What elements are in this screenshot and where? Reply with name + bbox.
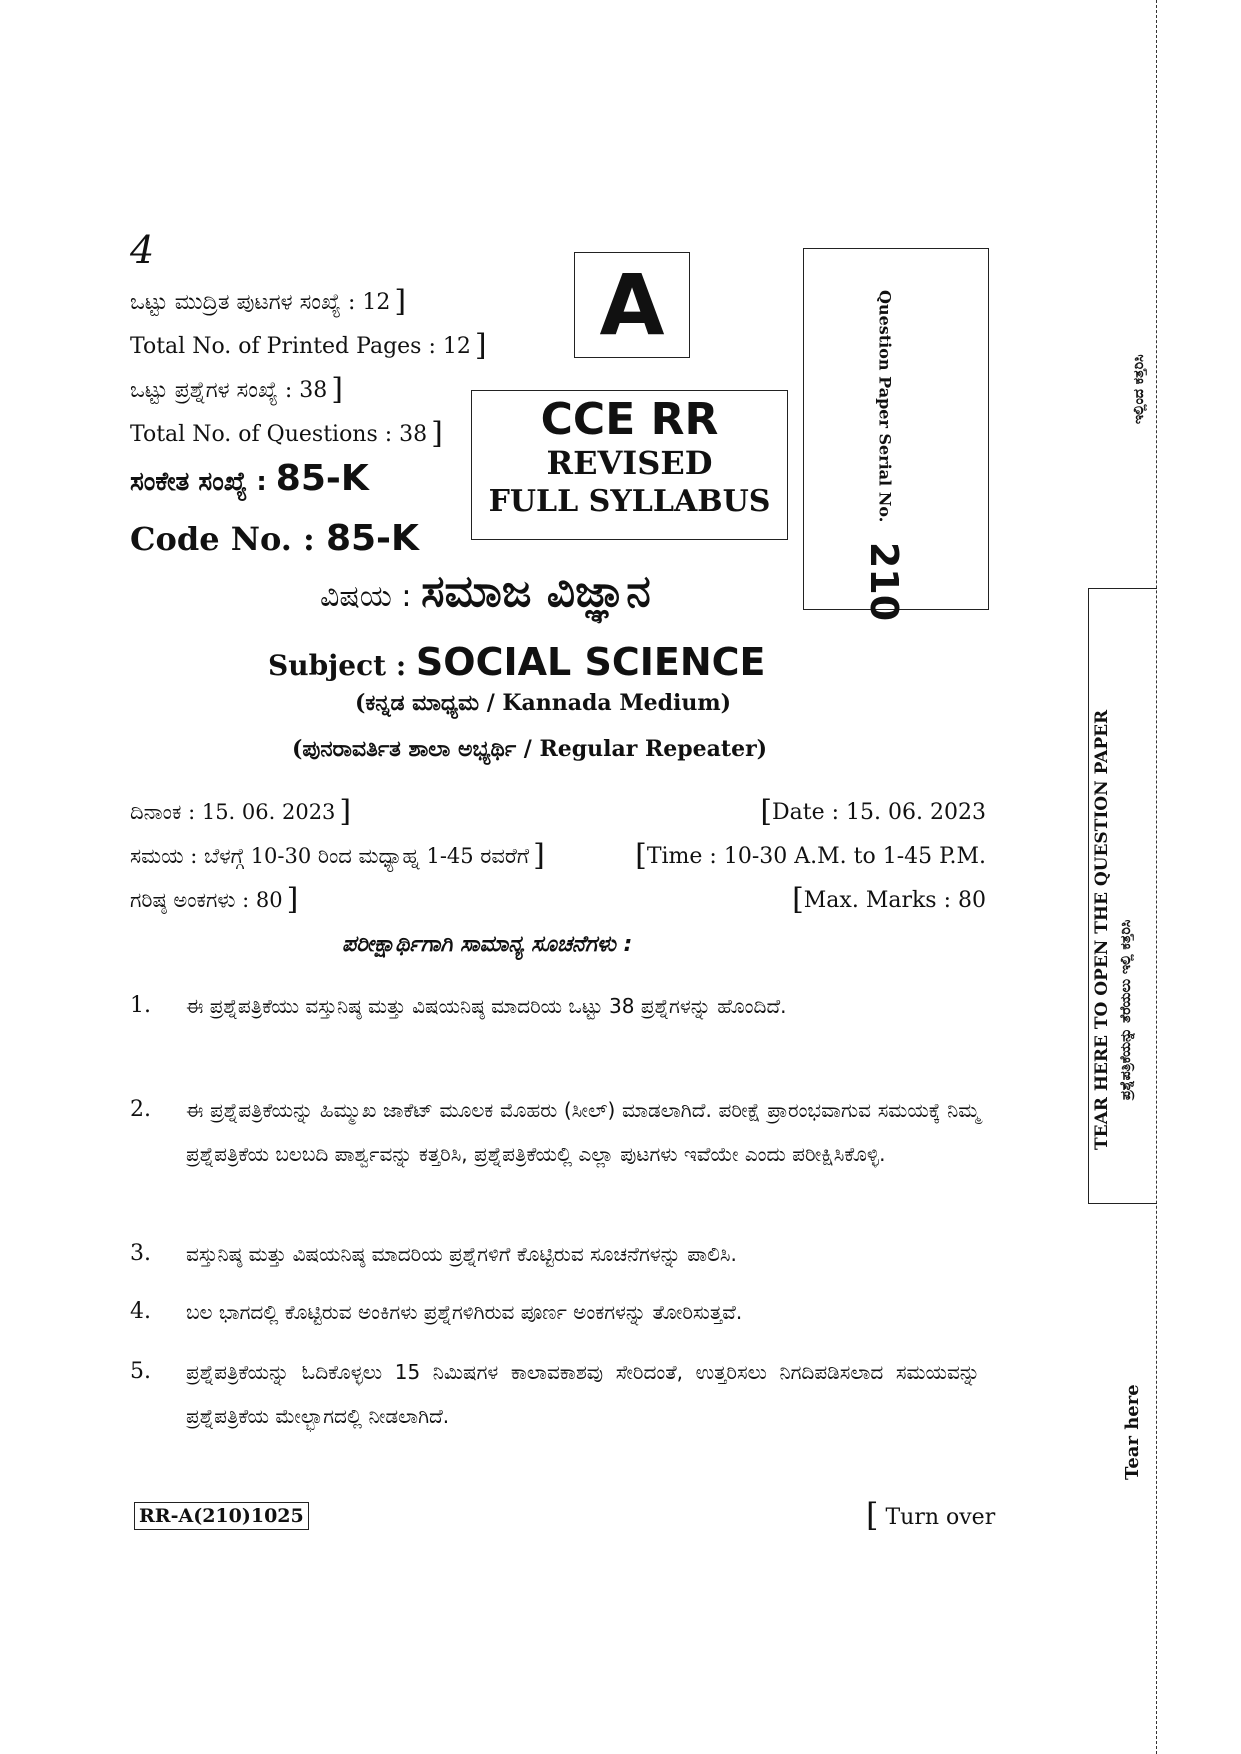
code-value-kannada: 85-K bbox=[275, 458, 369, 499]
time-english-text: Time : 10-30 A.M. to 1-45 P.M. bbox=[646, 844, 986, 869]
date-english bbox=[756, 794, 986, 829]
page-number: 4 bbox=[130, 228, 155, 272]
max-marks-kannada bbox=[130, 882, 298, 917]
questions-count-kannada bbox=[130, 372, 343, 407]
exam-title: CCE RR bbox=[540, 394, 719, 445]
questions-count-english-text: Total No. of Questions : 38 bbox=[130, 422, 428, 447]
printed-pages-kannada bbox=[130, 284, 406, 319]
instruction-item bbox=[130, 1290, 980, 1334]
serial-number-label: Question Paper Serial No. bbox=[875, 290, 895, 523]
instruction-text: ಈ ಪ್ರಶ್ನೆಪತ್ರಿಕೆಯನ್ನು ಹಿಮ್ಮುಖ ಜಾಕೆಟ್ ಮೂಲಕ ಮೊಹರು (ಸೀಲ್) ಮಾಡಲಾಗಿದೆ. ಪರೀಕ್ಷೆ ಪ್ರಾರಂಭವಾಗುವ ಸಮಯಕ್ಕೆ ನಿಮ್ಮ ಪ್ರಶ್ನೆಪತ್ರಿಕೆಯ ಬಲಬದಿ ಪಾರ್ಶ್ವವನ್ನು ಕತ್ತರಿಸಿ, ಪ್ರಶ್ನೆಪತ್ರಿಕೆಯಲ್ಲಿ ಎಲ್ಲಾ ಪುಟಗಳು ಇವೆಯೇ ಎಂದು ಪರೀಕ್ಷಿಸಿಕೊಳ್ಳಿ. bbox=[186, 1098, 980, 1166]
bracket: [ bbox=[866, 1496, 879, 1534]
instruction-number: 5. bbox=[130, 1359, 151, 1384]
instruction-number: 4. bbox=[130, 1299, 151, 1324]
subject-kannada bbox=[320, 566, 651, 617]
bracket: ] bbox=[286, 882, 299, 917]
subject-label-english: Subject : bbox=[268, 649, 407, 682]
printed-pages-english bbox=[130, 328, 487, 363]
code-value-english: 85-K bbox=[325, 518, 419, 559]
bracket: ] bbox=[431, 416, 443, 451]
cut-here-kannada: ಇಲ್ಲಿಂದ ಕತ್ತರಿಸಿ bbox=[1131, 354, 1147, 424]
candidate-type: (ಪುನರಾವರ್ತಿತ ಶಾಲಾ ಅಭ್ಯರ್ಥಿ / Regular Repeater) bbox=[292, 736, 768, 762]
instruction-item bbox=[130, 1088, 980, 1176]
bracket: ] bbox=[394, 284, 407, 319]
time-english bbox=[631, 838, 986, 873]
date-english-text: Date : 15. 06. 2023 bbox=[772, 800, 986, 825]
footer-paper-code: RR-A(210)1025 bbox=[134, 1502, 309, 1530]
bracket: [ bbox=[760, 794, 773, 829]
printed-pages-kannada-text: ಒಟ್ಟು ಮುದ್ರಿತ ಪುಟಗಳ ಸಂಖ್ಯೆ : 12 bbox=[130, 290, 391, 315]
tear-here-label: Tear here bbox=[1122, 1384, 1143, 1480]
instruction-item bbox=[130, 984, 980, 1028]
exam-type-box bbox=[471, 390, 788, 540]
medium: (ಕನ್ನಡ ಮಾಧ್ಯಮ / Kannada Medium) bbox=[355, 690, 732, 716]
date-kannada-text: ದಿನಾಂಕ : 15. 06. 2023 bbox=[130, 800, 336, 824]
bracket: ] bbox=[339, 794, 352, 829]
subject-name-english: SOCIAL SCIENCE bbox=[415, 640, 766, 684]
exam-revised: REVISED bbox=[546, 444, 713, 482]
bracket: [ bbox=[792, 882, 804, 917]
code-label-kannada: ಸಂಕೇತ ಸಂಖ್ಯೆ : bbox=[130, 467, 267, 497]
bracket: [ bbox=[635, 838, 647, 873]
questions-count-kannada-text: ಒಟ್ಟು ಪ್ರಶ್ನೆಗಳ ಸಂಖ್ಯೆ : 38 bbox=[130, 378, 328, 403]
turn-over-text: Turn over bbox=[885, 1505, 996, 1530]
subject-name-kannada: ಸಮಾಜ ವಿಜ್ಞಾನ bbox=[421, 566, 651, 617]
date-kannada bbox=[130, 794, 351, 829]
instructions-heading: ಪರೀಕ್ಷಾರ್ಥಿಗಾಗಿ ಸಾಮಾನ್ಯ ಸೂಚನೆಗಳು : bbox=[342, 932, 633, 957]
instruction-item bbox=[130, 1350, 980, 1438]
subject-label-kannada: ವಿಷಯ : bbox=[320, 579, 412, 614]
time-kannada bbox=[130, 838, 545, 873]
bracket: ] bbox=[331, 372, 344, 407]
version-letter-box: A bbox=[574, 252, 690, 358]
max-marks-english bbox=[788, 882, 986, 917]
turn-over bbox=[862, 1496, 995, 1534]
instruction-number: 1. bbox=[130, 993, 151, 1018]
bracket: ] bbox=[474, 328, 487, 363]
instruction-text: ಈ ಪ್ರಶ್ನೆಪತ್ರಿಕೆಯು ವಸ್ತುನಿಷ್ಠ ಮತ್ತು ವಿಷಯನಿಷ್ಠ ಮಾದರಿಯ ಒಟ್ಟು 38 ಪ್ರಶ್ನೆಗಳನ್ನು ಹೊಂದಿದೆ. bbox=[186, 994, 787, 1018]
time-kannada-text: ಸಮಯ : ಬೆಳಗ್ಗೆ 10-30 ರಿಂದ ಮಧ್ಯಾಹ್ನ 1-45 ರವರೆಗೆ bbox=[130, 844, 530, 868]
instruction-item bbox=[130, 1232, 980, 1276]
instruction-number: 3. bbox=[130, 1241, 151, 1266]
instruction-text: ಬಲ ಭಾಗದಲ್ಲಿ ಕೊಟ್ಟಿರುವ ಅಂಕಿಗಳು ಪ್ರಶ್ನೆಗಳಿಗಿರುವ ಪೂರ್ಣ ಅಂಕಗಳನ್ನು ತೋರಿಸುತ್ತವೆ. bbox=[186, 1300, 743, 1324]
serial-number-value: 210 bbox=[862, 541, 906, 622]
exam-full-syllabus: FULL SYLLABUS bbox=[488, 484, 771, 519]
max-marks-english-text: Max. Marks : 80 bbox=[803, 888, 986, 913]
printed-pages-english-text: Total No. of Printed Pages : 12 bbox=[130, 334, 471, 359]
serial-number bbox=[862, 290, 906, 690]
subject-english bbox=[268, 640, 765, 684]
code-label-english: Code No. : bbox=[130, 520, 315, 558]
instruction-number: 2. bbox=[130, 1097, 151, 1122]
tear-instruction-english: TEAR HERE TO OPEN THE QUESTION PAPER bbox=[1092, 709, 1112, 1150]
code-number-kannada bbox=[130, 458, 369, 499]
max-marks-kannada-text: ಗರಿಷ್ಠ ಅಂಕಗಳು : 80 bbox=[130, 888, 283, 912]
tear-instruction-kannada: ಪ್ರಶ್ನೆಪತ್ರಿಕೆಯನ್ನು ತೆರೆಯಲು ಇಲ್ಲಿ ಕತ್ತರಿಸಿ bbox=[1118, 919, 1134, 1100]
instruction-text: ವಸ್ತುನಿಷ್ಠ ಮತ್ತು ವಿಷಯನಿಷ್ಠ ಮಾದರಿಯ ಪ್ರಶ್ನೆಗಳಿಗೆ ಕೊಟ್ಟಿರುವ ಸೂಚನೆಗಳನ್ನು ಪಾಲಿಸಿ. bbox=[186, 1242, 737, 1266]
questions-count-english bbox=[130, 416, 443, 451]
code-number-english bbox=[130, 518, 419, 559]
bracket: ] bbox=[533, 838, 545, 873]
instruction-text: ಪ್ರಶ್ನೆಪತ್ರಿಕೆಯನ್ನು ಓದಿಕೊಳ್ಳಲು 15 ನಿಮಿಷಗಳ ಕಾಲಾವಕಾಶವು ಸೇರಿದಂತೆ, ಉತ್ತರಿಸಲು ನಿಗದಿಪಡಿಸಲಾದ ಸಮಯವನ್ನು ಪ್ರಶ್ನೆಪತ್ರಿಕೆಯ ಮೇಲ್ಭಾಗದಲ್ಲಿ ನೀಡಲಾಗಿದೆ. bbox=[186, 1360, 980, 1428]
